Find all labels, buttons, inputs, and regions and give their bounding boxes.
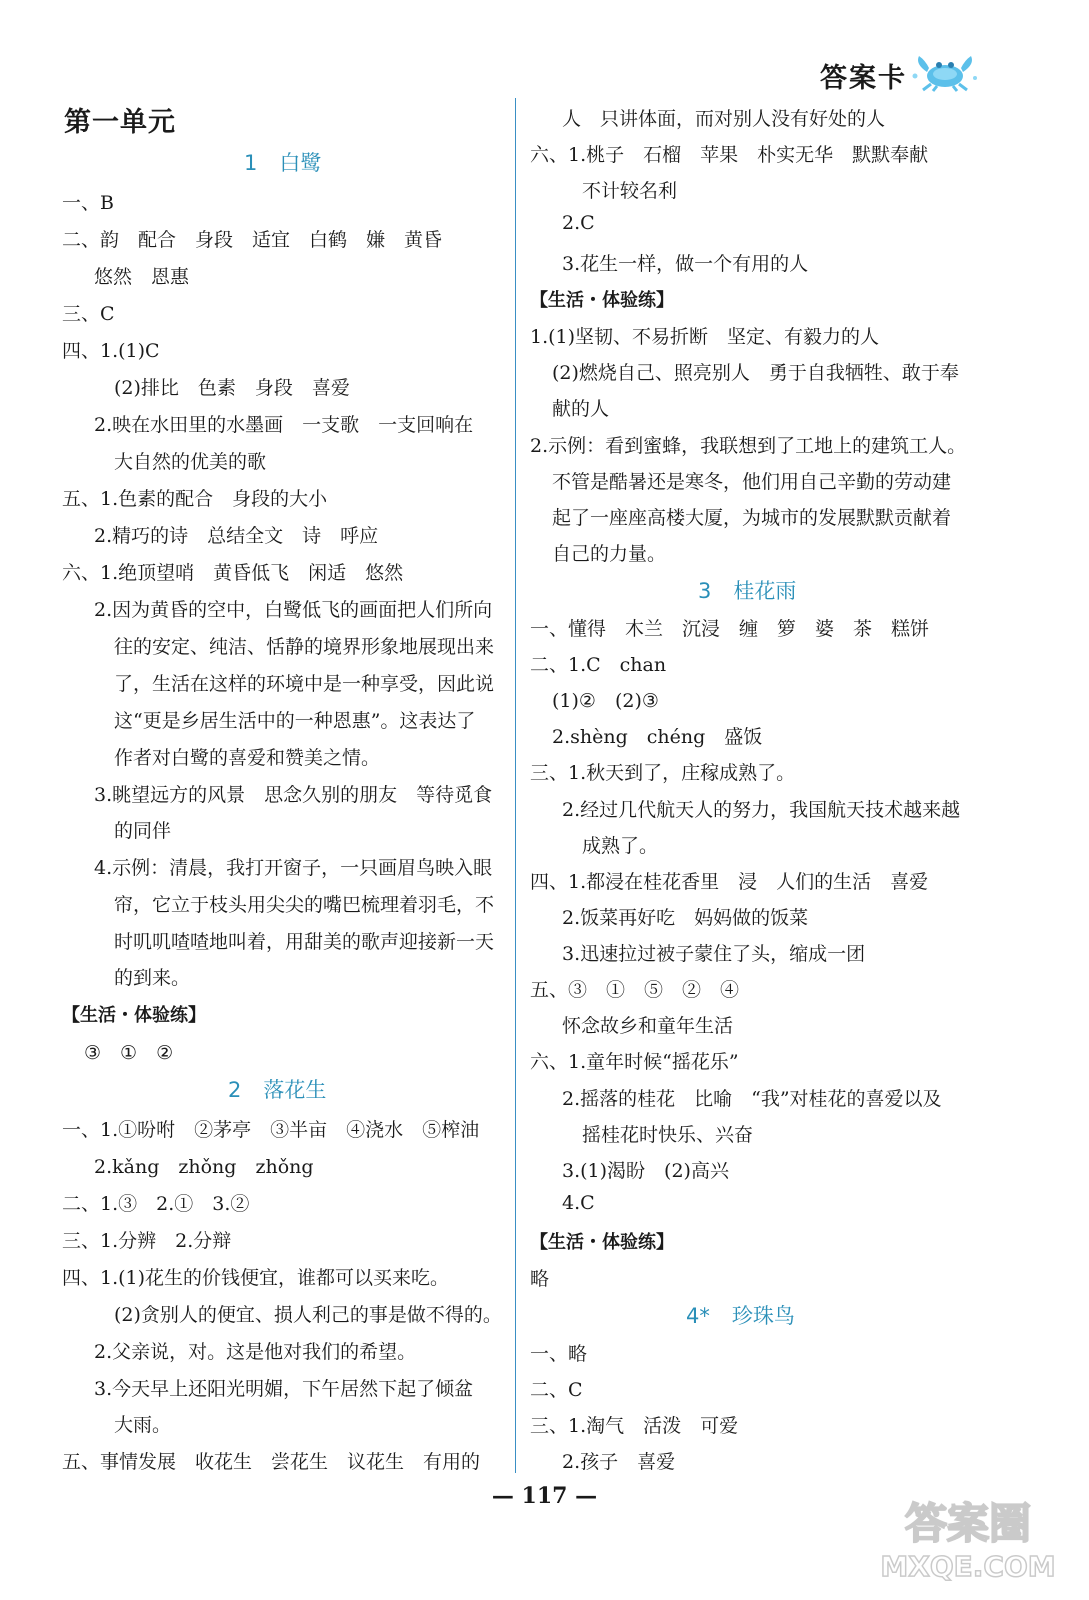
svg-text:MXQE.COM: MXQE.COM xyxy=(880,1550,1056,1583)
answer-line: 3.今天早上还阳光明媚，下午居然下起了倾盆 xyxy=(94,1378,474,1400)
lesson-heading xyxy=(698,575,796,605)
answer-line: 这“更是乡居生活中的一种恩惠”。这表达了 xyxy=(114,710,476,732)
column-divider xyxy=(515,98,516,1473)
header-title: 答案卡 xyxy=(820,63,907,94)
lesson-number: 3 xyxy=(698,579,712,603)
answer-line: 2.shèng chéng 盛饭 xyxy=(552,726,763,748)
answer-line: 3.花生一样，做一个有用的人 xyxy=(562,253,809,275)
answer-line: 2.孩子 喜爱 xyxy=(562,1451,676,1473)
answer-line: 1.(1)坚韧、不易折断 坚定、有毅力的人 xyxy=(530,326,880,348)
answer-line: 自己的力量。 xyxy=(552,543,667,565)
lesson-number: 2 xyxy=(228,1078,242,1102)
answer-line: 2.摇落的桂花 比喻 “我”对桂花的喜爱以及 xyxy=(562,1088,942,1110)
answer-line: 二、1.C chan xyxy=(530,654,667,676)
answer-line: 2.kǎng zhǒng zhǒng xyxy=(94,1156,314,1178)
svg-text:答案圈: 答案圈 xyxy=(904,1499,1032,1548)
left-column xyxy=(62,0,512,1480)
answer-line: 三、C xyxy=(62,303,115,325)
unit-title: 第一单元 xyxy=(64,107,176,138)
answer-line: 的同伴 xyxy=(114,820,172,842)
answer-line: 3.(1)渴盼 (2)高兴 xyxy=(562,1160,729,1182)
answer-line: 4.示例：清晨，我打开窗子，一只画眉鸟映入眼 xyxy=(94,857,493,879)
answer-line: (2)贪别人的便宜、损人利己的事是做不得的。 xyxy=(114,1304,502,1326)
answer-line: 三、1.秋天到了，庄稼成熟了。 xyxy=(530,762,796,784)
answer-line: 帘，它立于枝头用尖尖的嘴巴梳理着羽毛，不 xyxy=(114,894,495,916)
answer-line: 一、懂得 木兰 沉浸 缠 箩 婆 茶 糕饼 xyxy=(530,618,930,640)
lesson-title: 珍珠鸟 xyxy=(731,1304,795,1328)
answer-line: 2.饭菜再好吃 妈妈做的饭菜 xyxy=(562,907,809,929)
answer-line: 五、事情发展 收花生 尝花生 议花生 有用的 xyxy=(62,1451,481,1473)
answer-line: 2.父亲说，对。这是他对我们的希望。 xyxy=(94,1341,417,1363)
section-heading: 【生活・体验练】 xyxy=(62,1005,206,1026)
answer-line: 二、韵 配合 身段 适宜 白鹤 嫌 黄昏 xyxy=(62,229,443,251)
answer-line: 悠然 恩惠 xyxy=(94,266,190,288)
answer-line: 4.C xyxy=(562,1192,595,1214)
lesson-heading xyxy=(228,1074,326,1104)
answer-line: (1)② (2)③ xyxy=(552,690,659,712)
answer-line: 五、③ ① ⑤ ② ④ xyxy=(530,979,740,1001)
answer-line: 3.迅速拉过被子蒙住了头，缩成一团 xyxy=(562,943,866,965)
answer-line: 四、1.(1)C xyxy=(62,340,160,362)
watermark-logo xyxy=(875,1488,1061,1584)
answer-line: ③ ① ② xyxy=(84,1042,174,1064)
answer-line: 时叽叽喳喳地叫着，用甜美的歌声迎接新一天 xyxy=(114,931,495,953)
answer-line: 三、1.分辨 2.分辩 xyxy=(62,1230,232,1252)
answer-line: 成熟了。 xyxy=(582,835,659,857)
answer-line: 摇桂花时快乐、兴奋 xyxy=(582,1124,754,1146)
section-heading: 【生活・体验练】 xyxy=(530,290,674,311)
answer-line: 大自然的优美的歌 xyxy=(114,451,267,473)
answer-line: 六、1.绝顶望哨 黄昏低飞 闲适 悠然 xyxy=(62,562,404,584)
answer-line: 2.经过几代航天人的努力，我国航天技术越来越 xyxy=(562,799,961,821)
answer-line: 怀念故乡和童年生活 xyxy=(562,1015,734,1037)
section-heading: 【生活・体验练】 xyxy=(530,1232,674,1253)
lesson-number: 1 xyxy=(244,151,258,175)
answer-line: 一、1.①吩咐 ②茅亭 ③半亩 ④浇水 ⑤榨油 xyxy=(62,1119,480,1141)
answer-line: 作者对白鹭的喜爱和赞美之情。 xyxy=(114,747,381,769)
answer-line: 往的安定、纯洁、恬静的境界形象地展现出来 xyxy=(114,636,495,658)
lesson-heading xyxy=(244,147,321,177)
answer-line: 五、1.色素的配合 身段的大小 xyxy=(62,488,328,510)
answer-line: 的到来。 xyxy=(114,967,191,989)
answer-line: 六、1.童年时候“摇花乐” xyxy=(530,1051,739,1073)
answer-line: 2.精巧的诗 总结全文 诗 呼应 xyxy=(94,525,379,547)
lesson-title: 白鹭 xyxy=(279,151,322,175)
right-column xyxy=(530,0,985,1480)
answer-line: 二、1.③ 2.① 3.② xyxy=(62,1193,250,1215)
lesson-title: 落花生 xyxy=(263,1078,327,1102)
answer-line: 2.C xyxy=(562,212,595,234)
answer-line: 一、B xyxy=(62,192,114,214)
lesson-title: 桂花雨 xyxy=(733,579,797,603)
page-number: — 117 — xyxy=(491,1483,598,1509)
answer-line: 不计较名利 xyxy=(582,180,678,202)
answer-line: 二、C xyxy=(530,1379,583,1401)
lesson-heading xyxy=(686,1300,795,1330)
answer-line: 大雨。 xyxy=(114,1414,172,1436)
answer-line: (2)排比 色素 身段 喜爱 xyxy=(114,377,350,399)
answer-line: 一、略 xyxy=(530,1343,588,1365)
answer-line: (2)燃烧自己、照亮别人 勇于自我牺牲、敢于奉 xyxy=(552,362,959,384)
answer-line: 献的人 xyxy=(552,398,610,420)
lesson-number: 4* xyxy=(686,1304,710,1328)
answer-line: 2.示例：看到蜜蜂，我联想到了工地上的建筑工人。 xyxy=(530,435,967,457)
answer-line: 四、1.都浸在桂花香里 浸 人们的生活 喜爱 xyxy=(530,871,929,893)
answer-line: 六、1.桃子 石榴 苹果 朴实无华 默默奉献 xyxy=(530,144,929,166)
answer-line: 略 xyxy=(530,1268,550,1290)
answer-line: 人 只讲体面，而对别人没有好处的人 xyxy=(562,108,886,130)
answer-line: 不管是酷暑还是寒冬，他们用自己辛勤的劳动建 xyxy=(552,471,952,493)
answer-line: 2.映在水田里的水墨画 一支歌 一支回响在 xyxy=(94,414,474,436)
answer-line: 三、1.淘气 活泼 可爱 xyxy=(530,1415,739,1437)
answer-line: 四、1.(1)花生的价钱便宜，谁都可以买来吃。 xyxy=(62,1267,450,1289)
answer-line: 2.因为黄昏的空中，白鹭低飞的画面把人们所向 xyxy=(94,599,493,621)
answer-line: 起了一座座高楼大厦，为城市的发展默默贡献着 xyxy=(552,507,952,529)
answer-line: 3.眺望远方的风景 思念久别的朋友 等待觅食 xyxy=(94,784,493,806)
answer-line: 了，生活在这样的环境中是一种享受，因此说 xyxy=(114,673,495,695)
